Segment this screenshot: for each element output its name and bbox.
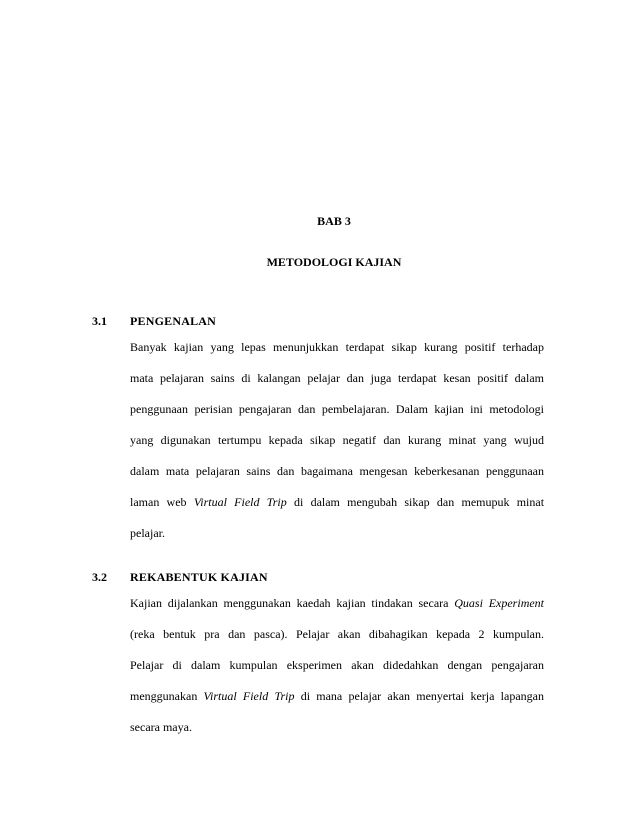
paragraph-text: di dalam mengubah sikap dan memupuk minat xyxy=(294,495,545,509)
paragraph-line: yang digunakan tertumpu kepada sikap negatif dan kurang minat yang wujud xyxy=(130,433,544,447)
paragraph-text: di mana pelajar akan menyertai kerja lapangan xyxy=(300,689,544,703)
italic-term: Virtual Field Trip xyxy=(203,689,295,703)
section-number: 3.1 xyxy=(92,314,107,328)
paragraph-line: pelajar. xyxy=(130,526,165,540)
section-number: 3.2 xyxy=(92,570,107,584)
paragraph-line: Pelajar di dalam kumpulan eksperimen akan didedahkan dengan pengajaran xyxy=(130,658,544,672)
paragraph-text: menggunakan xyxy=(130,689,198,703)
paragraph-line xyxy=(130,494,544,510)
italic-term: Virtual Field Trip xyxy=(193,495,287,509)
paragraph-line: mata pelajaran sains di kalangan pelajar dan juga terdapat kesan positif dalam xyxy=(130,371,544,385)
paragraph-line: Banyak kajian yang lepas menunjukkan terdapat sikap kurang positif terhadap xyxy=(130,340,544,354)
paragraph-line xyxy=(130,595,544,611)
italic-term: Quasi Experiment xyxy=(454,596,545,610)
section-heading: REKABENTUK KAJIAN xyxy=(130,570,268,584)
paragraph-line: secara maya. xyxy=(130,720,192,734)
chapter-label: BAB 3 xyxy=(317,214,351,228)
chapter-title: METODOLOGI KAJIAN xyxy=(266,255,402,269)
paragraph-line: dalam mata pelajaran sains dan bagaimana mengesan keberkesanan penggunaan xyxy=(130,464,544,478)
paragraph-line: penggunaan perisian pengajaran dan pembelajaran. Dalam kajian ini metodologi xyxy=(130,402,544,416)
section-heading: PENGENALAN xyxy=(130,314,217,328)
paragraph-line: (reka bentuk pra dan pasca). Pelajar akan dibahagikan kepada 2 kumpulan. xyxy=(130,627,544,641)
paragraph-text: Kajian dijalankan menggunakan kaedah kajian tindakan secara xyxy=(130,596,449,610)
paragraph-line xyxy=(130,688,544,704)
paragraph-text: laman web xyxy=(130,495,187,509)
